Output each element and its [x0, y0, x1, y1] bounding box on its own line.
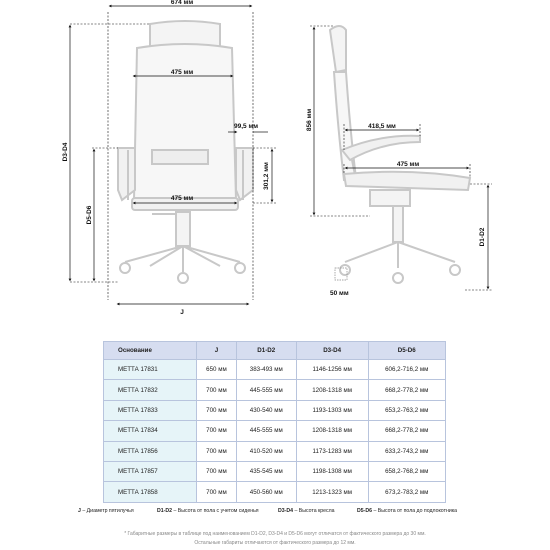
table-cell: 700 мм: [197, 482, 236, 502]
table-cell: 668,2-778,2 мм: [368, 421, 446, 441]
legend-text: – Диаметр пятилучья: [80, 508, 134, 514]
table-cell: 1208-1318 мм: [296, 421, 368, 441]
table-row: [104, 421, 446, 441]
table-cell: 435-545 мм: [236, 461, 296, 481]
dim-seat-depth-total: 418,5 мм: [368, 123, 396, 130]
dim-height-d5d6: D5-D6: [86, 205, 93, 225]
footnote-line-2: Остальные габариты отличаются от фактического размера до 12 мм.: [194, 540, 356, 546]
dim-back-height: 856 мм: [306, 108, 313, 132]
table-header: D1-D2: [236, 342, 296, 360]
front-view-chair: [118, 21, 253, 283]
legend-j: [78, 508, 134, 514]
table-cell: МЕТТА 17832: [104, 380, 197, 400]
legend-key: D3-D4: [278, 508, 293, 514]
table-cell: 450-560 мм: [236, 482, 296, 502]
table-cell: 700 мм: [197, 380, 236, 400]
table-cell: 445-555 мм: [236, 380, 296, 400]
table-cell: 1173-1283 мм: [296, 441, 368, 461]
table-cell: 606,2-716,2 мм: [368, 360, 446, 380]
table-header: D3-D4: [296, 342, 368, 360]
table-cell: 650 мм: [197, 360, 236, 380]
dim-seat-depth: 475 мм: [396, 161, 420, 168]
legend-text: – Высота от пола с учетом сиденья: [172, 508, 259, 514]
table-cell: МЕТТА 17834: [104, 421, 197, 441]
dimensions-table: [103, 341, 446, 503]
table-row: [104, 400, 446, 420]
dim-arm-gap: 99,5 мм: [234, 123, 259, 130]
table-header: J: [197, 342, 236, 360]
dim-back-width: 475 мм: [170, 69, 194, 76]
dim-base-j: J: [180, 309, 184, 316]
table-cell: 658,2-768,2 мм: [368, 461, 446, 481]
table-cell: 700 мм: [197, 400, 236, 420]
legend-text: – Высота кресла: [293, 508, 335, 514]
table-cell: 668,2-778,2 мм: [368, 380, 446, 400]
table-row: [104, 380, 446, 400]
dim-seat-width: 475 мм: [170, 195, 194, 202]
table-cell: МЕТТА 17858: [104, 482, 197, 502]
dim-arm-height: 301,2 мм: [263, 162, 270, 190]
table-cell: 1213-1323 мм: [296, 482, 368, 502]
table-row: [104, 461, 446, 481]
table-cell: 1146-1256 мм: [296, 360, 368, 380]
table-header: D5-D6: [368, 342, 446, 360]
table-cell: 445-555 мм: [236, 421, 296, 441]
side-view-chair: [330, 26, 470, 283]
table-cell: 1193-1303 мм: [296, 400, 368, 420]
table-cell: 700 мм: [197, 461, 236, 481]
table-cell: 633,2-743,2 мм: [368, 441, 446, 461]
legend-key: J: [78, 508, 81, 514]
dim-height-d3d4: D3-D4: [62, 142, 69, 162]
dim-height-d1d2: D1-D2: [479, 227, 486, 247]
dim-width-top: 674 мм: [170, 0, 194, 6]
footnote-line-1: * Габаритные размеры в таблице под наименованием D1-D2, D3-D4 и D5-D6 могут отличатся от фактического размера до 30 мм.: [124, 531, 426, 537]
table-cell: МЕТТА 17856: [104, 441, 197, 461]
legend-d5d6: [357, 508, 457, 514]
legend-d1d2: [157, 508, 259, 514]
table-row: [104, 360, 446, 380]
table-cell: 410-520 мм: [236, 441, 296, 461]
table-cell: 673,2-783,2 мм: [368, 482, 446, 502]
table-cell: 1198-1308 мм: [296, 461, 368, 481]
table-cell: 1208-1318 мм: [296, 380, 368, 400]
legend-text: – Высота от пола до подлокотника: [372, 508, 457, 514]
table-row: [104, 441, 446, 461]
legend-key: D1-D2: [157, 508, 172, 514]
table-row: [104, 482, 446, 502]
table-header-row: [104, 342, 446, 360]
table-cell: МЕТТА 17831: [104, 360, 197, 380]
table-cell: 383-493 мм: [236, 360, 296, 380]
legend-key: D5-D6: [357, 508, 372, 514]
dim-caster: 50 мм: [330, 290, 349, 297]
table-header: Основание: [104, 342, 197, 360]
table-cell: МЕТТА 17857: [104, 461, 197, 481]
legend-d3d4: [278, 508, 335, 514]
table-cell: 430-540 мм: [236, 400, 296, 420]
table-cell: 700 мм: [197, 421, 236, 441]
table-cell: 700 мм: [197, 441, 236, 461]
table-cell: 653,2-763,2 мм: [368, 400, 446, 420]
table-cell: МЕТТА 17833: [104, 400, 197, 420]
